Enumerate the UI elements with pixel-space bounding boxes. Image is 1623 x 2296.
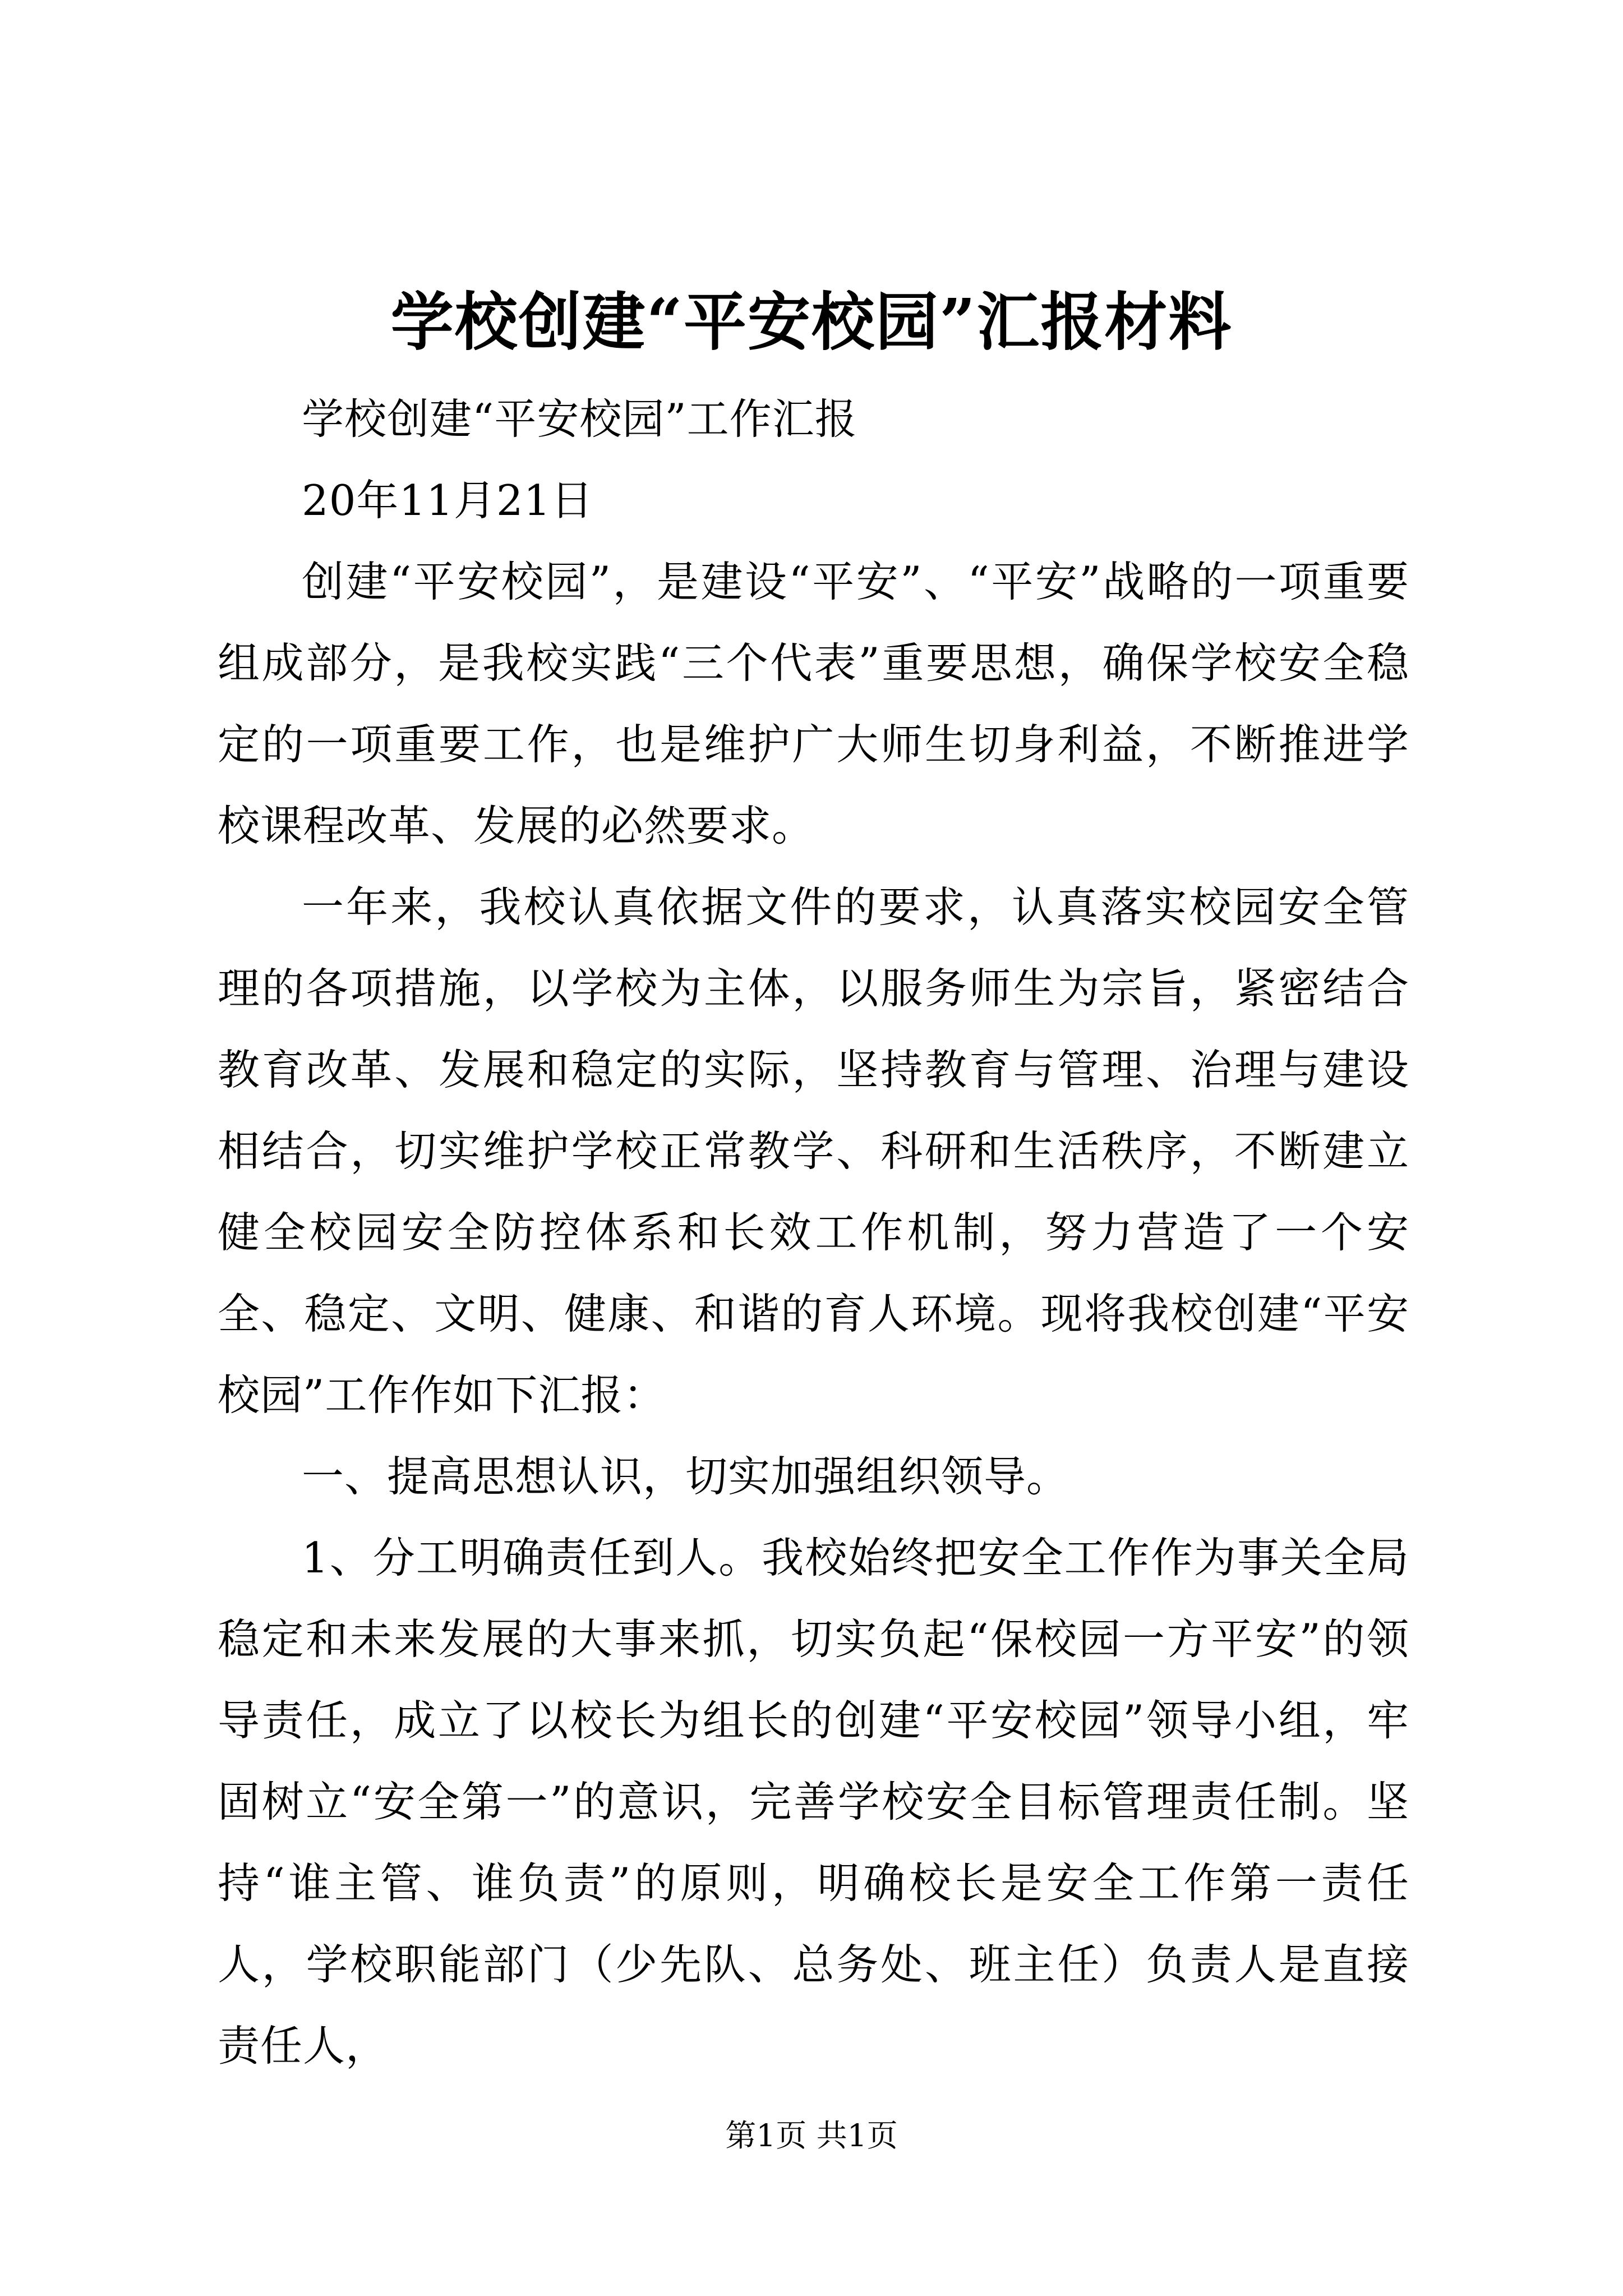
subtitle-paragraph: 学校创建“平安校园”工作汇报 [302, 394, 857, 444]
document-body [218, 379, 1409, 2087]
document-title: 学校创建“平安校园”汇报材料 [390, 286, 1233, 359]
body-paragraph: 1、分工明确责任到人。我校始终把安全工作作为事关全局稳定和未来发展的大事来抓，切实负起“保校园一方平安”的领导责任，成立了以校长为组长的创建“平安校园”领导小组，牢固树立“安全第一”的意识，完善学校安全目标管理责任制。坚持“谁主管、谁负责”的原则，明确校长是安全工作第一责任人，学校职能部门（少先队、总务处、班主任）负责人是直接责任人， [218, 1533, 1409, 2070]
body-paragraph: 一年来，我校认真依据文件的要求，认真落实校园安全管理的各项措施，以学校为主体，以服务师生为宗旨，紧密结合教育改革、发展和稳定的实际，坚持教育与管理、治理与建设相结合，切实维护学校正常教学、科研和生活秩序，不断建立健全校园安全防控体系和长效工作机制，努力营造了一个安全、稳定、文明、健康、和谐的育人环境。现将我校创建“平安校园”工作作如下汇报： [218, 882, 1409, 1420]
page-footer: 第1页 共1页 [725, 2118, 898, 2154]
date-paragraph: 20年11月21日 [302, 476, 594, 525]
body-paragraph: 创建“平安校园”，是建设“平安”、“平安”战略的一项重要组成部分，是我校实践“三个代表”重要思想，确保学校安全稳定的一项重要工作，也是维护广大师生切身利益，不断推进学校课程改革、发展的必然要求。 [218, 557, 1409, 850]
section-heading: 一、提高思想认识，切实加强组织领导。 [302, 1452, 1069, 1501]
